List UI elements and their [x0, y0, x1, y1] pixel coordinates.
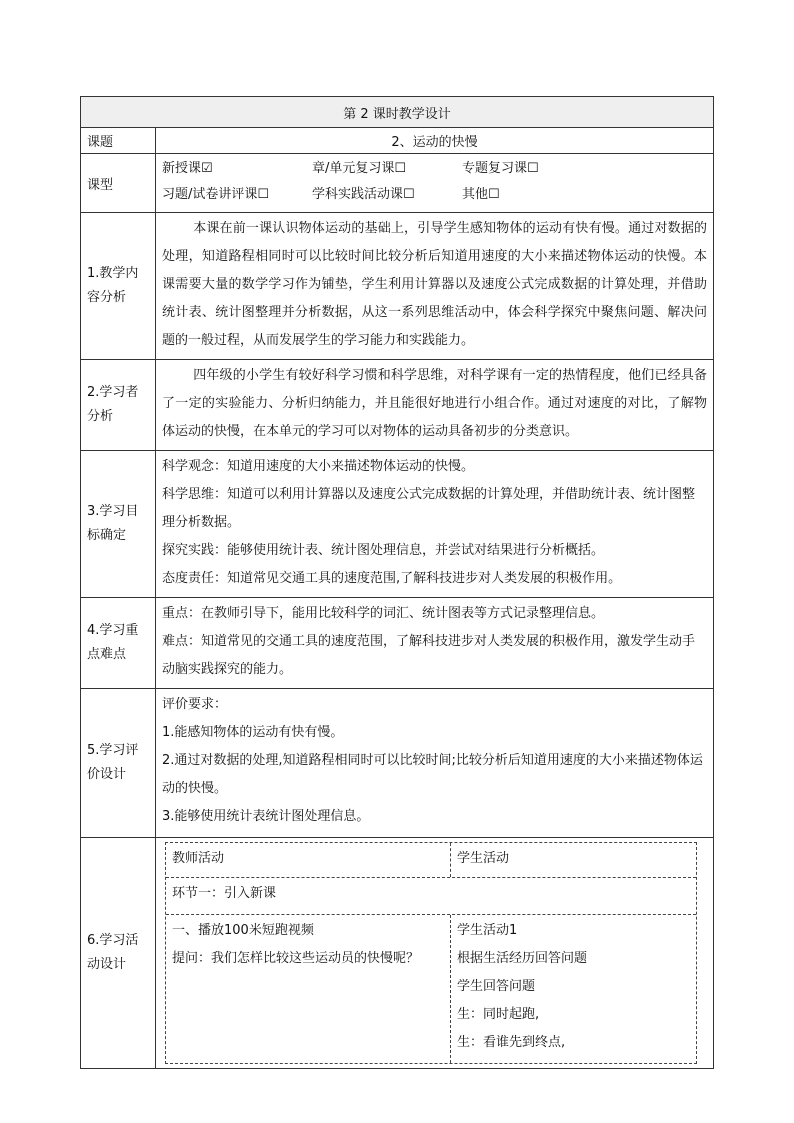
checkbox-icon: ☐: [527, 161, 539, 176]
evaluation-item: 1.能感知物体的运动有快有慢。: [162, 725, 344, 740]
student-item: 学生活动1: [457, 923, 518, 938]
activity-content-row: [166, 915, 696, 1063]
type-row: [81, 154, 714, 213]
title-row: [81, 97, 714, 128]
content-analysis-row: [81, 213, 714, 360]
option-exercise-review[interactable]: 习题/试卷讲评课☐: [162, 182, 312, 208]
type-options: [156, 154, 714, 213]
option-practice-activity[interactable]: 学科实践活动课☐: [312, 182, 462, 208]
checkbox-icon: ☐: [394, 161, 407, 176]
lesson-plan-table: [80, 96, 714, 1069]
teacher-activity: [166, 915, 451, 1063]
option-other[interactable]: 其他☐: [462, 182, 622, 208]
option-new-lesson[interactable]: 新授课☑: [162, 156, 312, 182]
student-item: 生：同时起跑,: [457, 1007, 540, 1022]
checkbox-icon: ☐: [257, 187, 270, 202]
lesson-plan: [80, 96, 713, 1069]
activity-header-row: [166, 843, 696, 878]
student-item: 根据生活经历回答问题: [457, 951, 588, 966]
activity-label: 6.学习活动设计: [81, 838, 156, 1069]
keypoint-item: 难点：知道常见的交通工具的速度范围，了解科技进步对人类发展的积极作用，激发学生动手动脑实践探究的能力。: [162, 634, 696, 677]
section-row: [166, 878, 696, 915]
checkbox-checked-icon: ☑: [201, 161, 213, 176]
teacher-activity-header: 教师活动: [166, 843, 451, 877]
option-unit-review[interactable]: 章/单元复习课☐: [312, 156, 462, 182]
checkbox-icon: ☐: [488, 187, 500, 202]
learner-analysis-text: 四年级的小学生有较好科学习惯和科学思维，对科学课有一定的热情程度，他们已经具备了一定的实验能力、分析归纳能力，并且能很好地进行小组合作。通过对速度的对比，了解物体运动的快慢，在本单元的学习可以对物体的运动具备初步的分类意识。: [162, 368, 708, 439]
student-activity-header: 学生活动: [457, 851, 510, 866]
teacher-item: 提问：我们怎样比较这些运动员的快慢呢？: [172, 951, 420, 966]
learner-analysis-row: [81, 360, 714, 451]
evaluation-label: 5.学习评价设计: [81, 689, 156, 838]
teacher-item: 一、播放100米短跑视频: [172, 923, 314, 938]
student-item: 学生回答问题: [457, 979, 536, 994]
topic-row: [81, 128, 714, 154]
activity-table: [165, 842, 697, 1064]
evaluation-item: 3.能够使用统计表统计图处理信息。: [162, 809, 370, 824]
keypoints-row: [81, 598, 714, 689]
evaluation-row: [81, 689, 714, 838]
option-topic-review[interactable]: 专题复习课☐: [462, 156, 622, 182]
section-title: 环节一：引入新课: [172, 886, 277, 901]
goal-item: 探究实践：能够使用统计表、统计图处理信息，并尝试对结果进行分析概括。: [162, 543, 605, 558]
student-item: 生：看谁先到终点,: [457, 1035, 566, 1050]
learner-analysis-label: 2.学习者分析: [81, 360, 156, 451]
content-analysis-label: 1.教学内容分析: [81, 213, 156, 360]
goal-item: 态度责任：知道常见交通工具的速度范围,了解科技进步对人类发展的积极作用。: [162, 571, 622, 586]
student-activity: [451, 915, 696, 1063]
evaluation-item: 评价要求：: [162, 697, 228, 712]
type-label: 课型: [81, 154, 156, 213]
goals-label: 3.学习目标确定: [81, 451, 156, 598]
goals-row: [81, 451, 714, 598]
content-analysis-text: 本课在前一课认识物体运动的基础上，引导学生感知物体的运动有快有慢。通过对数据的处理，知道路程相同时可以比较时间比较分析后知道用速度的大小来描述物体运动的快慢。本课需要大量的数学学习作为铺垫，学生利用计算器以及速度公式完成数据的计算处理，并借助统计表、统计图整理并分析数据，从这一系列思维活动中，体会科学探究中聚焦问题、解决问题的一般过程，从而发展学生的学习能力和实践能力。: [162, 221, 708, 348]
keypoint-item: 重点：在教师引导下，能用比较科学的词汇、统计图表等方式记录整理信息。: [162, 606, 605, 621]
activity-row: [81, 838, 714, 1069]
topic-value: 2、运动的快慢: [156, 128, 714, 154]
checkbox-icon: ☐: [403, 187, 415, 202]
goal-item: 科学思维：知道可以利用计算器以及速度公式完成数据的计算处理，并借助统计表、统计图整理分析数据。: [162, 487, 696, 530]
topic-label: 课题: [81, 128, 156, 154]
keypoints-label: 4.学习重点难点: [81, 598, 156, 689]
goal-item: 科学观念：知道用速度的大小来描述物体运动的快慢。: [162, 459, 475, 474]
document-title: 第 2 课时教学设计: [81, 97, 714, 128]
evaluation-item: 2.通过对数据的处理,知道路程相同时可以比较时间;比较分析后知道用速度的大小来描述物体运动的快慢。: [162, 753, 703, 796]
